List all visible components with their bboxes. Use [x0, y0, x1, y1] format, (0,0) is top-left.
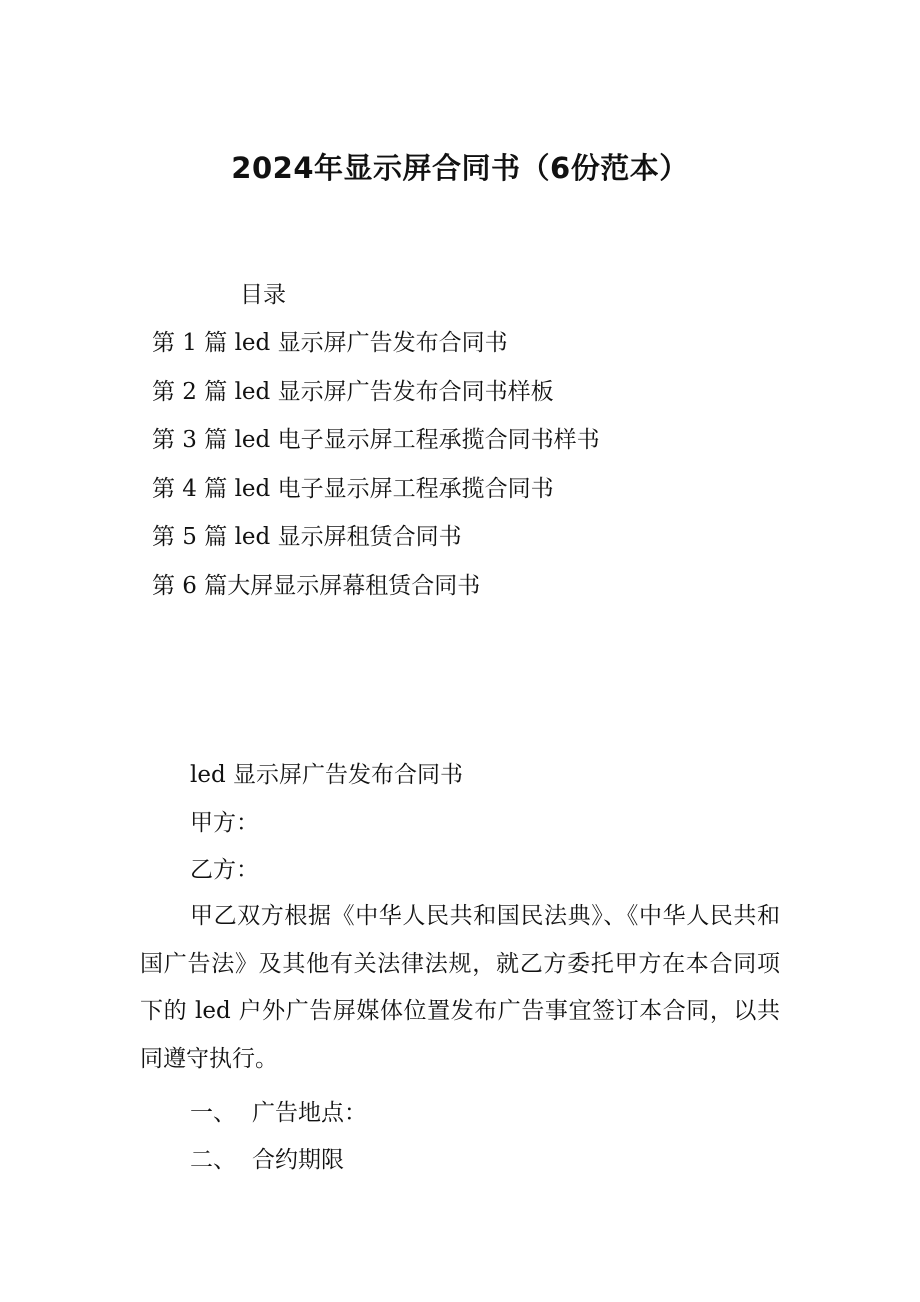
toc-item[interactable]: 第 5 篇 led 显示屏租赁合同书 — [152, 524, 462, 551]
clause-item — [140, 1096, 780, 1131]
toc-heading: 目录 — [240, 282, 286, 308]
toc-item[interactable]: 第 1 篇 led 显示屏广告发布合同书 — [152, 330, 508, 356]
clause-item — [140, 1143, 780, 1178]
clause-number: 一、 — [190, 1099, 236, 1126]
party-b-label: 乙方： — [190, 857, 259, 883]
party-a-label: 甲方： — [190, 809, 259, 836]
intro-paragraph: 甲乙双方根据《中华人民共和国民法典》、《中华人民共和国广告法》及其他有关法律法规，就乙方委托甲方在本合同项下的 led 户外广告屏媒体位置发布广告事宜签订本合同，以共同遵守执行。 — [140, 903, 780, 1072]
contract-section — [140, 758, 780, 1178]
section-title: led 显示屏广告发布合同书 — [190, 762, 464, 788]
toc-item[interactable]: 第 6 篇大屏显示屏幕租赁合同书 — [152, 572, 481, 599]
toc-item[interactable]: 第 2 篇 led 显示屏广告发布合同书样板 — [152, 378, 554, 405]
clause-number: 二、 — [190, 1147, 236, 1173]
toc-item[interactable]: 第 4 篇 led 电子显示屏工程承揽合同书 — [152, 475, 554, 502]
clause-text: 合约期限 — [252, 1147, 344, 1173]
clause-text: 广告地点： — [252, 1099, 367, 1126]
document-title: 2024年显示屏合同书（6份范本） — [231, 151, 689, 185]
table-of-contents — [152, 326, 600, 618]
toc-item[interactable]: 第 3 篇 led 电子显示屏工程承揽合同书样书 — [152, 427, 600, 454]
